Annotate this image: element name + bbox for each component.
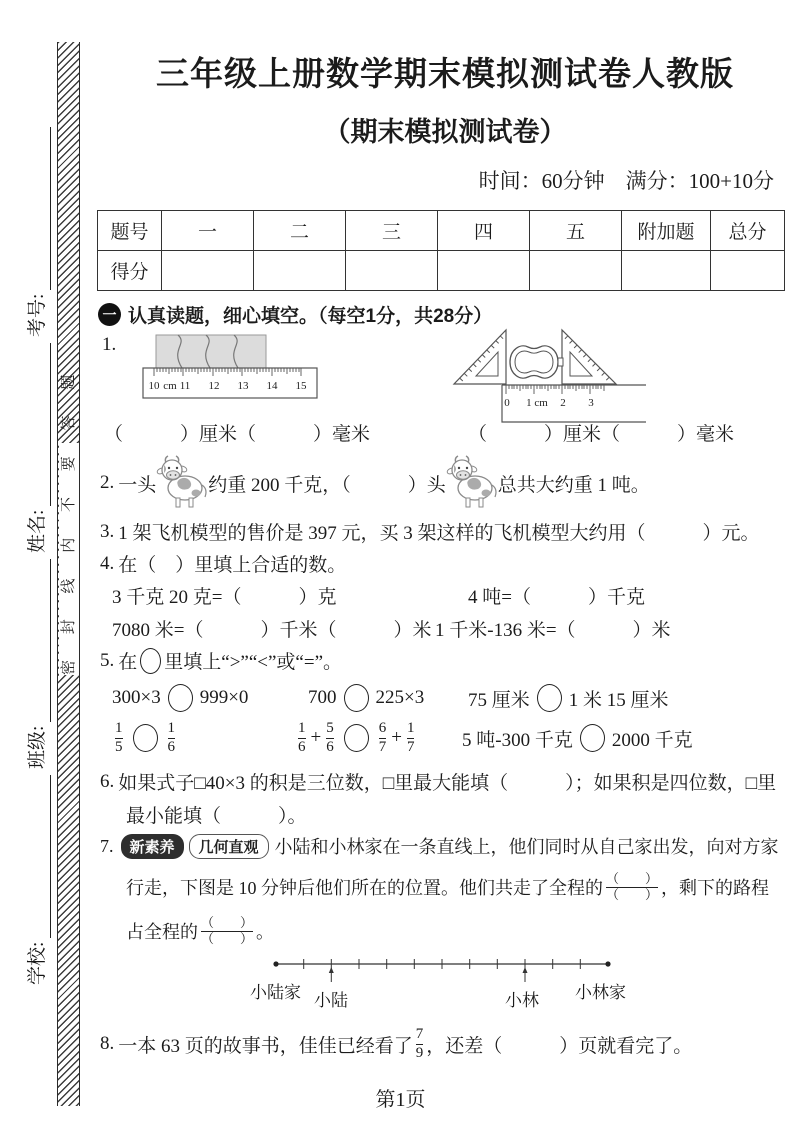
q7-text-line2-post: ，剩下的路程 — [661, 878, 770, 898]
page-subtitle: （期末模拟测试卷） — [323, 117, 567, 147]
fraction-denominator: 9 — [415, 1044, 424, 1061]
school-write-line — [29, 775, 51, 938]
plus-operator: + — [310, 727, 322, 748]
class-field — [21, 559, 51, 769]
fraction-denominator: 6 — [167, 738, 175, 755]
fraction — [326, 720, 334, 756]
fraction-denominator: 7 — [406, 738, 415, 755]
q4-row1-left: 3 千克 20 克=（ ）克 — [112, 587, 337, 608]
compare-circle-icon — [580, 724, 605, 752]
q5-intro-pre: 在 — [118, 652, 138, 673]
q2-text-2: 约重 200 千克，（ ）头 — [208, 474, 446, 496]
q4-row2-right: 1 千米-136 米=（ ）米 — [435, 620, 671, 641]
q5-intro-post: 里填上“>”“<”或“=”。 — [164, 652, 343, 673]
compare-circle-icon — [168, 684, 193, 712]
label-xiaolu: 小陆 — [314, 991, 348, 1010]
school-label: 学校: — [27, 941, 48, 985]
q8-text-2: ，还差（ ）页就看完了。 — [426, 1035, 693, 1057]
new-literacy-badge: 新素养 — [121, 834, 184, 859]
label-xiaolu-home: 小陆家 — [250, 983, 301, 1002]
fraction-numerator: 1 — [115, 720, 123, 737]
q2-text-1: 一头 — [118, 474, 157, 496]
score-table-header-row — [98, 211, 785, 251]
q8-number: 8. — [100, 1033, 115, 1054]
student-name-label: 姓名: — [27, 509, 48, 553]
ruler-label-11: 11 — [179, 380, 191, 392]
fraction — [416, 1026, 424, 1062]
measured-object — [510, 346, 558, 378]
q7-text-line2-pre: 行走，下图是 10 分钟后他们所在的位置。他们共走了全程的 — [126, 878, 603, 898]
q5-compare-6 — [462, 716, 693, 760]
ruler-label-14: 14 — [266, 380, 278, 392]
fraction-numerator: 1 — [298, 720, 306, 737]
fraction-denominator: 6 — [298, 738, 306, 755]
score-cell — [254, 251, 346, 291]
q3-number: 3. — [100, 520, 115, 542]
label-xiaolin-home: 小林家 — [575, 983, 626, 1002]
ruler-label-13: 13 — [237, 380, 249, 392]
student-name-field — [21, 343, 51, 553]
ruler-ticks — [154, 368, 301, 376]
class-label: 班级: — [27, 725, 48, 769]
cow-icon — [156, 455, 208, 511]
q5-c1-right: 999×0 — [199, 687, 249, 708]
cow-icon — [446, 455, 498, 511]
blank-fraction-denominator: （ ） — [606, 886, 659, 902]
label-xiaolin: 小林 — [505, 991, 539, 1010]
q4-number: 4. — [100, 552, 115, 574]
walker-position-arrows — [329, 967, 528, 982]
score-table-col-bonus: 附加题 — [622, 211, 711, 251]
q5-c3-right: 1 米 15 厘米 — [568, 689, 669, 711]
q5-c1-left: 300×3 — [112, 687, 161, 708]
score-table-col-2: 二 — [254, 211, 346, 251]
exam-number-write-line — [29, 127, 51, 290]
q7-text-line3-pre: 占全程的 — [126, 922, 198, 942]
q4-row2-left: 7080 米=（ ）千米（ ）米 — [112, 620, 432, 641]
compare-circle-icon — [344, 684, 369, 712]
q4-row1-right: 4 吨=（ ）千克 — [468, 587, 645, 608]
q1-answer-right: （ ）厘米（ ）毫米 — [468, 424, 735, 445]
page-number: 第1页 — [375, 1089, 426, 1111]
q6-number: 6. — [100, 770, 115, 792]
q1-number: 1. — [102, 334, 117, 355]
question-6-line2: 最小能填（ ）。 — [126, 806, 307, 827]
fraction-denominator: 7 — [378, 738, 387, 755]
blank-fraction-numerator: （ ） — [606, 870, 659, 886]
q2-number: 2. — [100, 472, 115, 493]
ruler-label-2: 2 — [560, 397, 566, 409]
compare-circle-icon — [537, 684, 562, 712]
blank-fraction-numerator: （ ） — [201, 914, 254, 930]
section-number-icon: 一 — [98, 303, 121, 326]
q3-text: 1 架飞机模型的售价是 397 元，买 3 架这样的飞机模型大约用（ ）元。 — [118, 523, 760, 544]
section1-header — [98, 301, 492, 328]
blank-fraction — [606, 872, 658, 903]
question-6-line1 — [100, 768, 776, 795]
ruler-label-cm: cm — [163, 380, 177, 392]
score-table-col-3: 三 — [346, 211, 438, 251]
question-8 — [100, 1022, 692, 1066]
ruler-label-15: 15 — [295, 380, 307, 392]
section1-title: 认真读题，细心填空。（每空1分，共28分） — [128, 306, 493, 327]
fraction-numerator: 5 — [326, 720, 334, 737]
plus-operator: + — [391, 727, 402, 748]
score-cell — [530, 251, 622, 291]
score-cell — [162, 251, 254, 291]
fraction-denominator: 5 — [115, 738, 123, 755]
q5-compare-5 — [295, 716, 417, 760]
q7-text-line3-post: 。 — [256, 922, 275, 942]
compare-circle-icon — [140, 648, 161, 674]
q5-c3-left: 75 厘米 — [468, 689, 530, 711]
score-table-col-5: 五 — [530, 211, 622, 251]
fraction — [168, 720, 176, 756]
fraction — [379, 720, 387, 756]
fraction — [115, 720, 123, 756]
q5-c2-right: 225×3 — [375, 687, 425, 708]
score-cell — [711, 251, 785, 291]
q1-left-ruler-figure — [138, 331, 334, 415]
score-table-score-row — [98, 251, 785, 291]
blank-fraction-denominator: （ ） — [201, 930, 254, 946]
q5-compare-4 — [112, 716, 178, 760]
exam-time-score-info: 时间：60分钟 满分：100+10分 — [478, 169, 774, 193]
compare-circle-icon — [133, 724, 158, 752]
q4-intro-text: 在（ ）里填上合适的数。 — [118, 555, 347, 576]
exam-number-field — [21, 127, 51, 337]
blank-fraction — [201, 916, 253, 947]
question-3 — [100, 518, 760, 545]
q5-compare-1 — [112, 684, 248, 712]
fraction-numerator: 6 — [378, 720, 387, 737]
q5-c6-left: 5 吨-300 千克 — [462, 729, 573, 751]
q7-text-line1: 小陆和小林家在一条直线上，他们同时从自己家出发，向对方家 — [274, 837, 779, 857]
ruler-label-12: 12 — [208, 380, 220, 392]
ruler-label-3: 3 — [588, 397, 594, 409]
exam-number-label: 考号: — [27, 293, 48, 337]
score-table-col-total: 总分 — [711, 211, 785, 251]
question-2 — [100, 452, 650, 514]
question-7-line1 — [100, 833, 779, 859]
q7-number-line — [262, 952, 622, 984]
q6-text-line1: 如果式子□40×3 的积是三位数，□里最大能填（ ）；如果积是四位数，□里 — [118, 773, 777, 794]
score-table-corner-cell: 题号 — [98, 211, 162, 251]
compare-circle-icon — [344, 724, 369, 752]
score-cell — [438, 251, 530, 291]
q8-text-1: 一本 63 页的故事书，佳佳已经看了 — [118, 1035, 413, 1057]
q7-number: 7. — [100, 835, 114, 856]
class-write-line — [29, 559, 51, 722]
score-row-label: 得分 — [98, 251, 162, 291]
seal-line-text: 密 封 线 内 不 要 答 题 — [61, 363, 77, 675]
fraction — [298, 720, 306, 756]
student-name-write-line — [29, 343, 51, 506]
score-cell — [622, 251, 711, 291]
q5-number: 5. — [100, 649, 115, 671]
fraction-denominator: 6 — [326, 738, 334, 755]
score-cell — [346, 251, 438, 291]
q1-answer-left: （ ）厘米（ ）毫米 — [104, 424, 371, 445]
geometric-intuition-badge: 几何直观 — [189, 834, 269, 859]
q5-compare-3 — [468, 684, 669, 712]
question-4-intro — [100, 550, 346, 577]
fraction-numerator: 1 — [406, 720, 415, 737]
question-7-line3 — [126, 910, 274, 952]
question-5-intro — [100, 647, 342, 674]
q5-c6-right: 2000 千克 — [611, 729, 693, 751]
score-table — [97, 210, 785, 291]
q2-text-3: 总共大约重 1 吨。 — [497, 474, 650, 496]
ruler-label-1cm: 1 cm — [526, 397, 548, 409]
fraction — [407, 720, 415, 756]
question-7-line2 — [126, 866, 769, 908]
q5-c2-left: 700 — [308, 687, 337, 708]
page-title: 三年级上册数学期末模拟测试卷人教版 — [156, 57, 734, 93]
ruler-label-10: 10 — [148, 380, 160, 392]
score-table-col-1: 一 — [162, 211, 254, 251]
q1-right-ruler-figure — [440, 322, 652, 428]
ruler-label-0: 0 — [504, 397, 510, 409]
fraction-numerator: 1 — [167, 720, 175, 737]
fraction-numerator: 7 — [415, 1026, 424, 1043]
score-table-col-4: 四 — [438, 211, 530, 251]
school-field — [21, 775, 51, 985]
q5-compare-2 — [308, 684, 424, 712]
